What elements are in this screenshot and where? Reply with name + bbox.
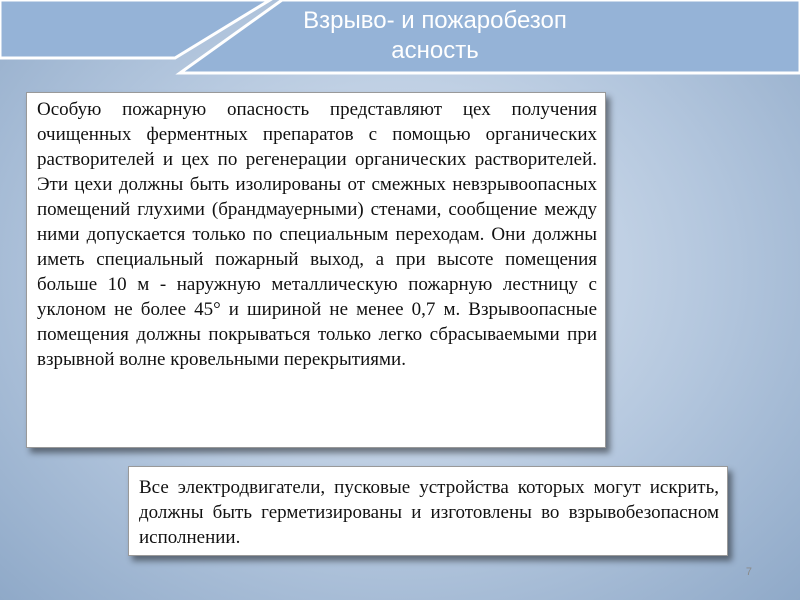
page-number: 7: [745, 566, 752, 578]
main-text-box: Особую пожарную опасность представляют цех получения очищенных ферментных препаратов с помощью органических растворителей и цех по регенерации органических растворителей. Эти цехи должны быть изолированы от смежных невзрывоопасных помещений глухими (брандмауерными) стенами, сообщение между ними допускается только по специальным переходам. Они должны иметь специальный пожарный выход, а при высоте помещения больше 10 м - наружную металлическую пожарную лестницу с уклоном не более 45° и шириной не менее 0,7 м. Взрывоопасные помещения должны покрываться только легко сбрасываемыми при взрывной волне кровельными перекрытиями.: [26, 92, 606, 448]
slide-title: Взрыво- и пожаробезопасность: [303, 7, 567, 64]
secondary-text-box: Все электродвигатели, пусковые устройства которых могут искрить, должны быть герметизированы и изготовлены во взрывобезопасном исполнении.: [128, 466, 728, 556]
